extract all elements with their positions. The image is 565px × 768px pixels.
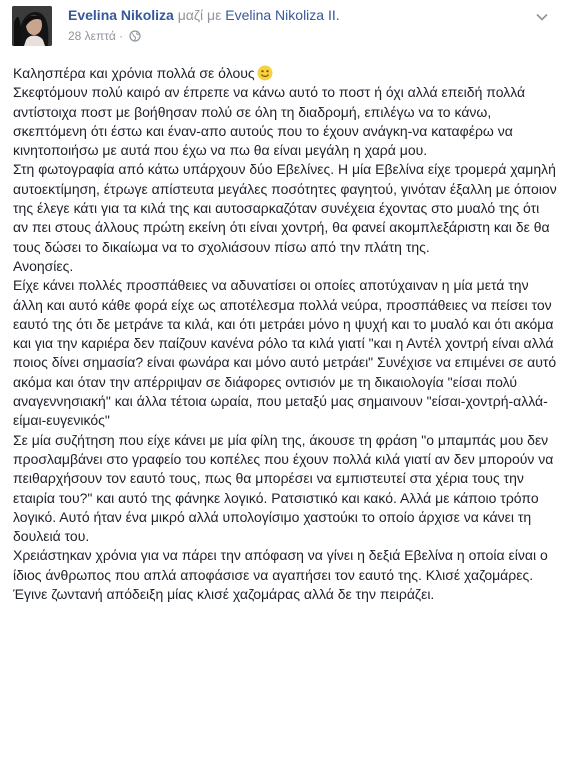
meta-separator: ·: [119, 29, 124, 43]
post-timestamp[interactable]: 28 λεπτά: [68, 29, 116, 43]
with-text: μαζί με: [177, 7, 222, 23]
post-paragraph: Χρειάστηκαν χρόνια για να πάρει την απόφαση να γίνει η δεξιά Εβελίνα η οποία είναι ο ίδιος άνθρωπος που απλά αποφάσισε να αγαπήσει τον εαυτό της. Κλισέ χαζομάρες. Έγινε ζωντανή απόδειξη μίας κλισέ χαζομάρας αλλά δε την πειράζει.: [13, 547, 548, 603]
author-name[interactable]: Evelina Nikoliza: [68, 7, 174, 23]
smiley-icon: [257, 65, 273, 81]
chevron-down-icon[interactable]: [535, 10, 549, 24]
avatar-photo-icon: [12, 6, 52, 46]
post-paragraph: Στη φωτογραφία από κάτω υπάρχουν δύο Εβελίνες. Η μία Εβελίνα είχε τρομερά χαμηλή αυτοεκτίμηση, έτρωγε απίστευτα μεγάλες ποσότητες φαγητού, γινόταν έξαλλη με όποιον της έλεγε κάτι για τα κιλά της και αυτοσαρκαζόταν συνέχεια έχοντας στο μυαλό της ότι αν πει στους άλλους πρώτη εκείνη ότι είναι χοντρή, θα φανεί ακομπλεξάριστη και δε θα τους δώσει το δικαίωμα να το σχολιάσουν πίσω από την πλάτη της.: [13, 161, 557, 255]
author-line: [68, 6, 340, 24]
post-header: [0, 0, 565, 64]
post-paragraph: Είχε κάνει πολλές προσπάθειες να αδυνατίσει οι οποίες αποτύχαιναν η μία μετά την άλλη και αυτό κάθε φορά είχε ως αποτέλεσμα πολλά νεύρα, προσπάθειες να πείσει τον εαυτό της ότι δε μετράνε τα κιλά, και ότι μετράει μόνο η ψυχή και το μυαλό και ότι ακόμα και για την καριέρα δεν παίζουν κανένα ρόλο τα κιλά γιατί "και η Αντέλ χοντρή είναι αλλά ποιος δίνει σημασία? είναι φωνάρα και μόνο αυτό μετράει" Συνέχισε να επιμένει σε αυτό ακόμα και όταν την απέρριψαν σε διάφορες οντισιόν με τη δικαιολογία "είσαι πολύ αναγεννησιακή" και άλλα τέτοια ωραία, που μεταξύ μας σημαινουν "είσαι-χοντρή-αλλά-είμαι-ευγενικός": [13, 277, 557, 429]
post-paragraph: [13, 64, 558, 83]
author-avatar[interactable]: [12, 6, 52, 46]
post-paragraph: Ανοησίες.: [13, 257, 74, 274]
post-body: [13, 64, 558, 604]
post-paragraph: Σκεφτόμουν πολύ καιρό αν έπρεπε να κάνω αυτό το ποστ ή όχι αλλά επειδή πολλά αντίστοιχα ποστ με βοήθησαν πολύ σε όλη τη διαδρομή, επιλέγω να το κάνω, σκεπτόμενη ότι έστω και έναν-απο αυτούς που το έχουν ανάγκη-να καταφέρω να κινητοποιήσω με αυτά που έχω να πω θα είναι μεγάλη η χαρά μου.: [13, 84, 526, 159]
post-paragraph: Σε μία συζήτηση που είχε κάνει με μία φίλη της, άκουσε τη φράση "ο μπαμπάς μου δεν προσλαμβάνει στο γραφείο του κοπέλες που έχουν πολλά κιλά γιατί αν δεν μπορούν να πειθαρχήσουν τον εαυτό τους, πως θα μπορέσει να εμπιστευτεί στα χέρια τους την εταιρία του?" και αυτό της φάνηκε λογικό. Ρατσιστικό και κακό. Αλλά με κάποιο τρόπο λογικό. Αυτό ήταν ένα μικρό αλλά υπολογίσιμο χαστούκι το οποίο άρχισε να κάνει τη δουλειά του.: [13, 431, 554, 545]
tagged-person[interactable]: Evelina Nikoliza II.: [225, 7, 340, 23]
post-meta: [68, 28, 141, 44]
greeting-text: Καλησπέρα και χρόνια πολλά σε όλους: [13, 65, 255, 81]
globe-icon[interactable]: [129, 30, 141, 42]
